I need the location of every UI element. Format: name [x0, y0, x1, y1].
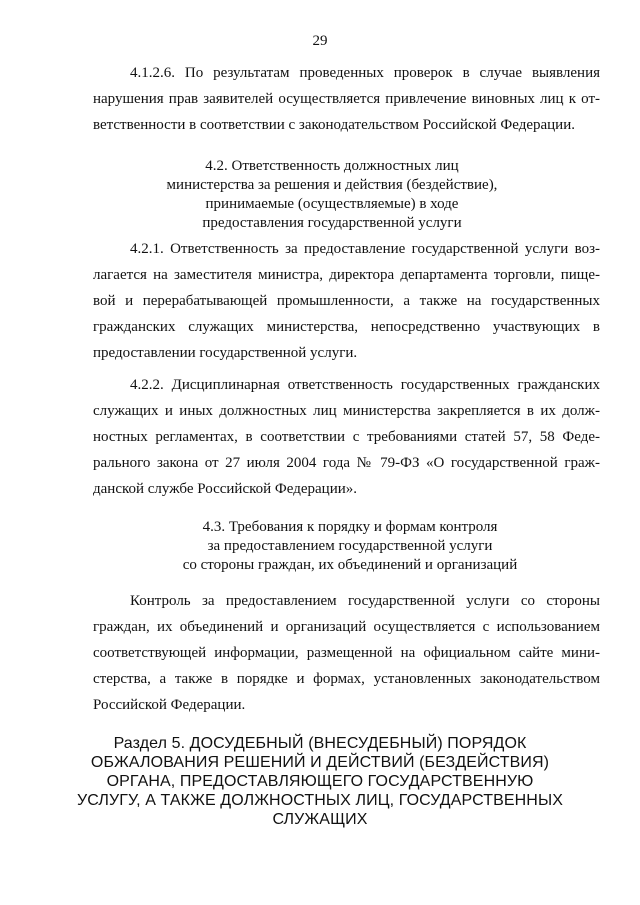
heading-line: принимаемые (осуществляемые) в ходе: [205, 196, 459, 212]
heading-line: предоставления государственной услуги: [202, 215, 462, 231]
heading-line: со стороны граждан, их объединений и организаций: [182, 557, 518, 573]
heading-line: за предоставлением государственной услуги: [207, 538, 493, 554]
paragraph-line: гражданских служащих министерства, непосредственно участвующих в: [93, 319, 600, 335]
section-5-title: [0, 734, 640, 829]
paragraph-line: 4.2.1. Ответственность за предоставление государственной услуги воз-: [130, 241, 600, 257]
paragraph-line: нарушения прав заявителей осуществляется привлечение виновных лиц к от-: [93, 91, 600, 107]
paragraph-line: 4.2.2. Дисциплинарная ответственность государственных гражданских: [130, 377, 600, 393]
paragraph-line: ностных регламентах, в соответствии с требованиями статей 57, 58 Феде-: [93, 429, 600, 445]
heading-line: министерства за решения и действия (бездействие),: [166, 177, 498, 193]
heading-4-2: [12, 157, 640, 233]
paragraph-control: [93, 588, 600, 718]
paragraph-line: граждан, их объединений и организаций осуществляется с использованием: [93, 619, 600, 635]
paragraph-4-2-2: [93, 372, 600, 502]
section-title-line: СЛУЖАЩИХ: [272, 811, 368, 828]
page-number: 29: [312, 33, 328, 49]
paragraph-line: рального закона от 27 июля 2004 года № 79-ФЗ «О государственной граж-: [93, 455, 600, 471]
paragraph-line: Контроль за предоставлением государственной услуги со стороны: [130, 593, 600, 609]
section-title-line: УСЛУГУ, А ТАКЖЕ ДОЛЖНОСТНЫХ ЛИЦ, ГОСУДАРСТВЕННЫХ: [77, 792, 563, 809]
paragraph-line: предоставлении государственной услуги.: [93, 345, 358, 361]
paragraph-line: ветственности в соответствии с законодательством Российской Федерации.: [93, 117, 575, 133]
section-title-line: Раздел 5. ДОСУДЕБНЫЙ (ВНЕСУДЕБНЫЙ) ПОРЯДОК: [113, 735, 527, 752]
heading-line: 4.2. Ответственность должностных лиц: [205, 158, 459, 174]
paragraph-line: стерства, а также в порядке и формах, установленных законодательством: [93, 671, 600, 687]
section-title-line: ОРГАНА, ПРЕДОСТАВЛЯЮЩЕГО ГОСУДАРСТВЕННУЮ: [106, 773, 534, 790]
paragraph-4-2-1: [93, 236, 600, 366]
paragraph-line: вой и перерабатывающей промышленности, а также на государственных: [93, 293, 600, 309]
paragraph-line: Российской Федерации.: [93, 697, 246, 713]
paragraph-line: 4.1.2.6. По результатам проведенных проверок в случае выявления: [130, 65, 600, 81]
paragraph-4-1-2-6: [93, 60, 600, 138]
paragraph-line: данской службе Российской Федерации».: [93, 481, 357, 497]
heading-4-3: [30, 518, 640, 575]
paragraph-line: лагается на заместителя министра, директора департамента торговли, пище-: [93, 267, 600, 283]
paragraph-line: служащих и иных должностных лиц министерства закрепляется в их долж-: [93, 403, 600, 419]
paragraph-line: соответствующей информации, размещенной на официальном сайте мини-: [93, 645, 600, 661]
section-title-line: ОБЖАЛОВАНИЯ РЕШЕНИЙ И ДЕЙСТВИЙ (БЕЗДЕЙСТВИЯ): [90, 754, 550, 771]
heading-line: 4.3. Требования к порядку и формам контроля: [202, 519, 498, 535]
